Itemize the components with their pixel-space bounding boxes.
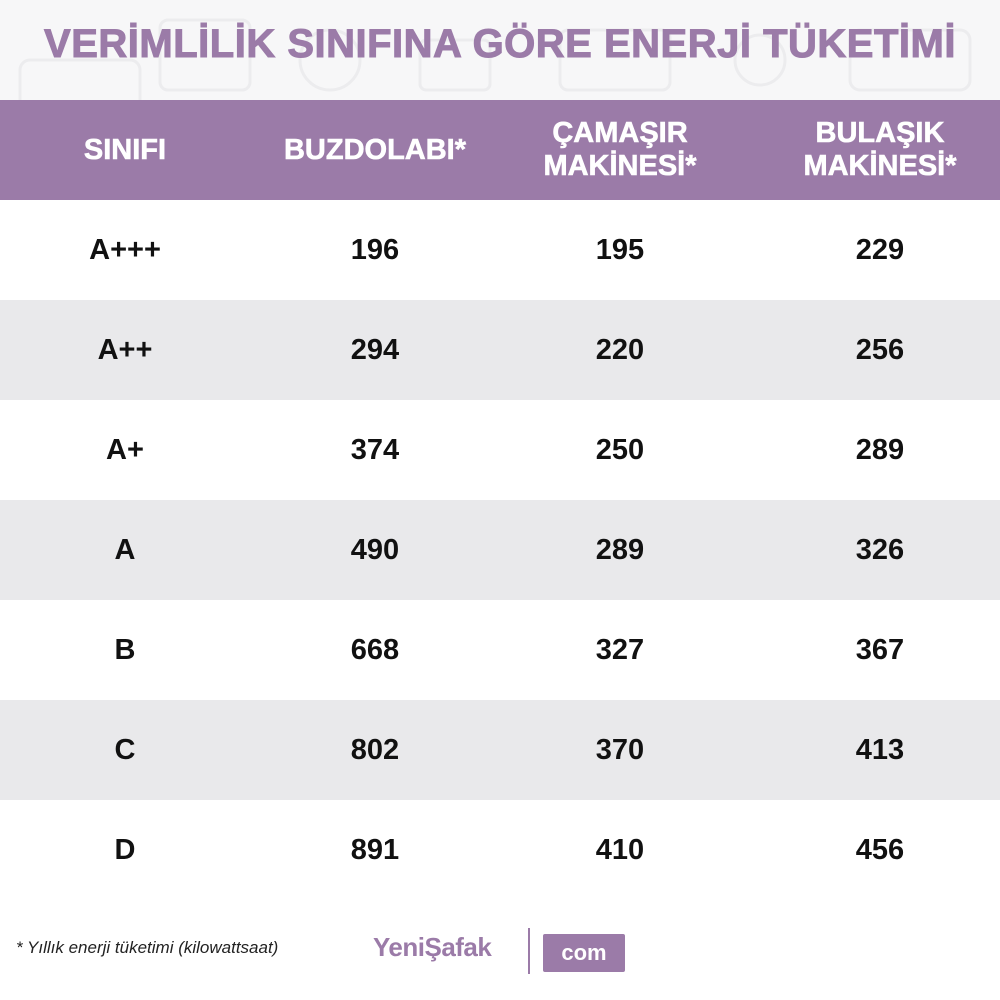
table-row (0, 400, 1000, 500)
dishwasher-value: 326 (855, 533, 905, 566)
washer-value: 289 (595, 533, 645, 566)
table-row (0, 700, 1000, 800)
footnote: * Yıllık enerji tüketimi (kilowattsaat) (16, 938, 279, 957)
dishwasher-value: 456 (855, 833, 905, 866)
class-cell: B (114, 633, 136, 666)
table-row (0, 600, 1000, 700)
fridge-value: 294 (350, 333, 400, 366)
washer-value: 370 (595, 733, 645, 766)
class-cell: A++ (97, 333, 153, 366)
class-cell: A (114, 533, 136, 566)
brand-logo: YeniŞafak (373, 932, 492, 962)
header-dishwasher: BULAŞIK MAKİNESİ* (803, 117, 957, 182)
table-row (0, 300, 1000, 400)
dishwasher-value: 256 (855, 333, 905, 366)
class-cell: A+ (106, 433, 144, 466)
dishwasher-value: 229 (855, 233, 905, 266)
header-washer: ÇAMAŞIR MAKİNESİ* (543, 117, 697, 182)
washer-value: 410 (595, 833, 645, 866)
washer-value: 195 (595, 233, 645, 266)
table-row (0, 200, 1000, 300)
dishwasher-value: 289 (855, 433, 905, 466)
header-fridge: BUZDOLABI* (283, 133, 467, 166)
brand-divider (528, 928, 530, 974)
dishwasher-value: 413 (855, 733, 905, 766)
washer-value: 220 (595, 333, 645, 366)
washer-value: 250 (595, 433, 645, 466)
washer-value: 327 (595, 633, 645, 666)
fridge-value: 196 (350, 233, 400, 266)
fridge-value: 374 (350, 433, 400, 466)
class-cell: C (114, 733, 136, 766)
brand-com-badge: com (543, 934, 625, 972)
fridge-value: 891 (350, 833, 400, 866)
fridge-value: 490 (350, 533, 400, 566)
class-cell: D (114, 833, 136, 866)
table-row (0, 500, 1000, 600)
fridge-value: 802 (350, 733, 400, 766)
header-class: SINIFI (83, 133, 167, 166)
dishwasher-value: 367 (855, 633, 905, 666)
page-title: VERİMLİLİK SINIFINA GÖRE ENERJİ TÜKETİMİ (44, 22, 956, 66)
table-row (0, 800, 1000, 900)
fridge-value: 668 (350, 633, 400, 666)
class-cell: A+++ (89, 233, 161, 266)
